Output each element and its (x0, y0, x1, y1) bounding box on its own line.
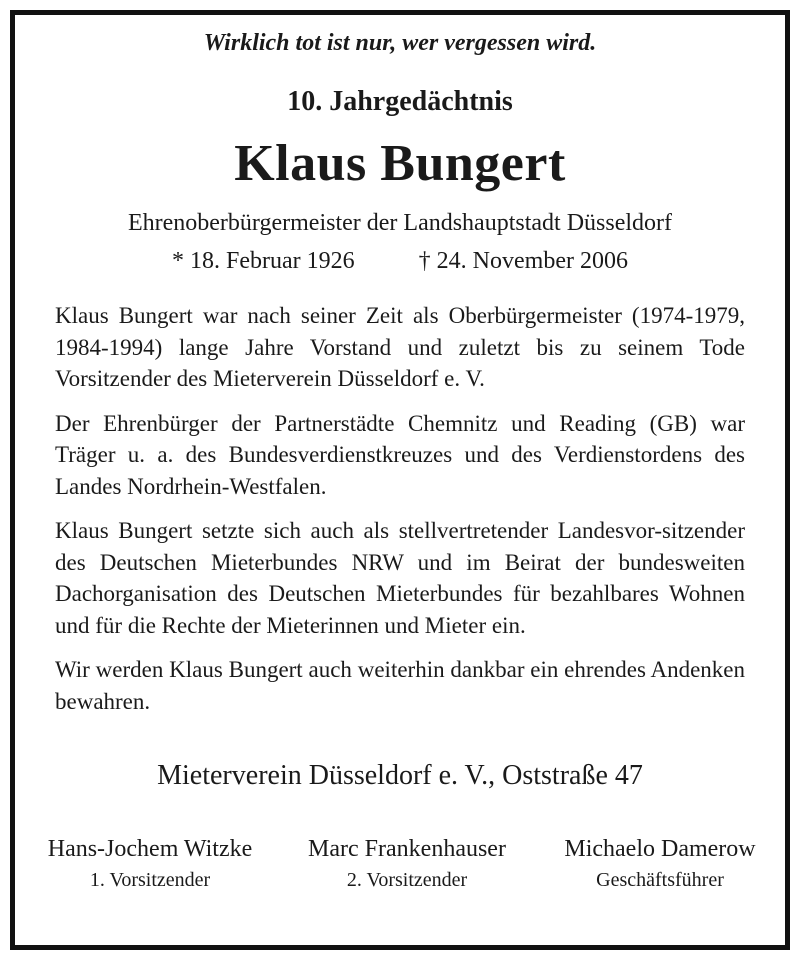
paragraph-engagement: Klaus Bungert setzte sich auch als stellvertretender Landesvor-sitzender des Deutschen Mieterbundes NRW und im Beirat der bundesweiten Dachorganisation des Deutschen Mieterbundes für bezahlbares Wohnen und für die Rechte der Mieterinnen und Mieter ein. (55, 518, 745, 638)
birth-date: * 18. Februar 1926 (172, 248, 355, 274)
signatory-name: Marc Frankenhauser (308, 836, 506, 862)
signatory-name: Michaelo Damerow (564, 836, 756, 862)
signatory-role: Geschäftsführer (596, 869, 724, 891)
organization-address: Mieterverein Düsseldorf e. V., Oststraße 47 (157, 760, 643, 791)
signatory-name: Hans-Jochem Witzke (47, 836, 253, 862)
signatory-second (282, 836, 532, 892)
paragraph-honors: Der Ehrenbürger der Partnerstädte Chemnitz und Reading (GB) war Träger u. a. des Bundesverdienstkreuzes und des Verdienstordens des Landes Nordrhein-Westfalen. (55, 410, 745, 499)
deceased-name: Klaus Bungert (234, 135, 566, 192)
anniversary-heading: 10. Jahrgedächtnis (287, 86, 513, 117)
death-date: † 24. November 2006 (418, 248, 628, 274)
obituary-body (55, 300, 745, 730)
signatory-role: 1. Vorsitzender (89, 869, 211, 891)
signatory-role: 2. Vorsitzender (346, 869, 468, 891)
honorary-title: Ehrenoberbürgermeister der Landshauptstadt Düsseldorf (127, 210, 673, 236)
motto: Wirklich tot ist nur, wer vergessen wird. (203, 30, 597, 56)
signatory-first (25, 836, 275, 892)
paragraph-career: Klaus Bungert war nach seiner Zeit als Oberbürgermeister (1974-1979, 1984-1994) lange Jahre Vorstand und zuletzt bis zu seinem Tode Vorsitzender des Mieterverein Düsseldorf e. V. (55, 303, 745, 391)
life-dates (0, 248, 800, 275)
paragraph-remembrance: Wir werden Klaus Bungert auch weiterhin dankbar ein ehrendes Andenken bewahren. (55, 657, 745, 714)
signatory-third (540, 836, 780, 892)
